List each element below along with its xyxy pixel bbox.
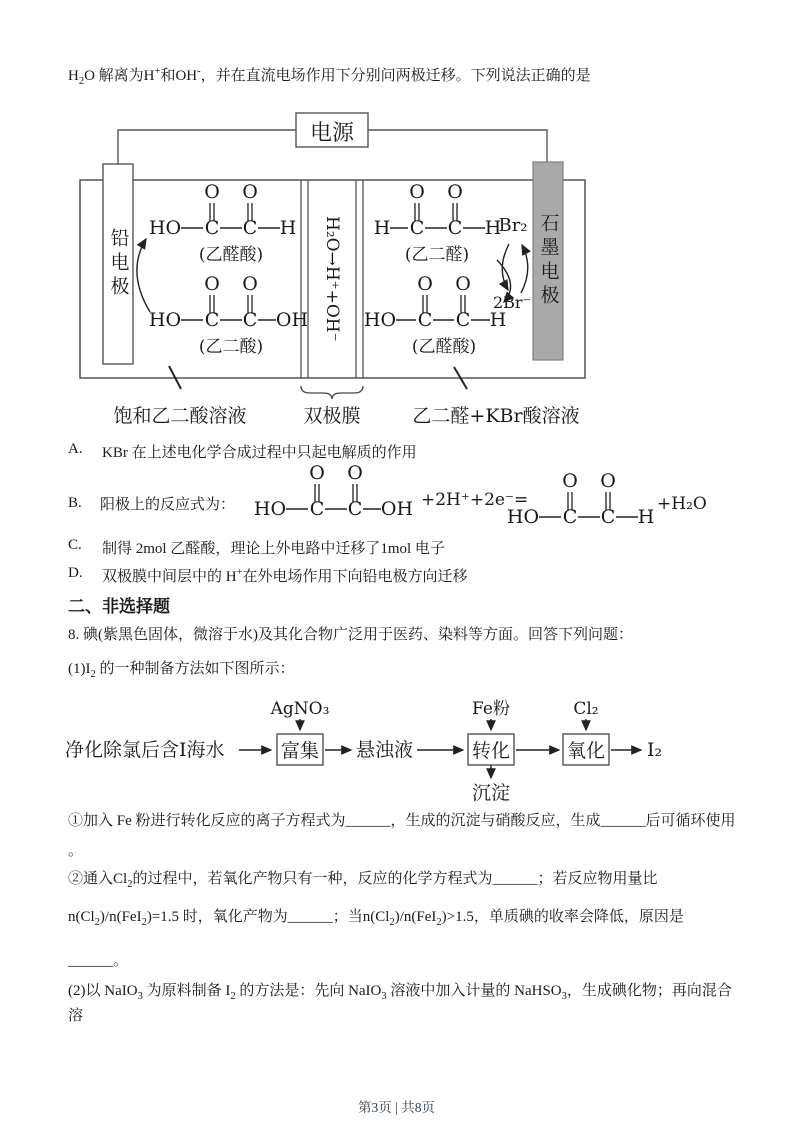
oxygen-label: O: [242, 181, 258, 203]
atom-label: H: [373, 217, 391, 239]
question-8-stem: 8. 碘(紫黑色固体，微溶于水)及其化合物广泛用于医药、染料等方面。回答下列问题：: [68, 627, 633, 643]
oxygen-label: O: [417, 273, 433, 295]
atom-label: C: [409, 217, 425, 239]
option-a: [68, 441, 730, 462]
option-d-label: D.: [68, 565, 83, 581]
atom-label: H: [484, 217, 502, 239]
curved-arrow-br-up: [521, 245, 528, 293]
structure-right-top: [374, 181, 502, 265]
atom-label: C: [309, 498, 325, 520]
atom-label: H: [279, 217, 297, 239]
bipolar-membrane-label: 双极膜: [303, 405, 361, 425]
oxygen-label: O: [242, 273, 258, 295]
option-c-label: C.: [68, 537, 82, 553]
option-c-text: 制得 2mol 乙醛酸，理论上外电路中迁移了1mol 电子: [102, 541, 445, 557]
power-supply-label: 电源: [309, 121, 355, 146]
br2-label: Br₂: [498, 215, 528, 236]
question-8-1-sub2-line3: ______。: [68, 953, 129, 969]
oxygen-label: O: [600, 470, 616, 492]
atom-label: C: [242, 309, 258, 331]
cell-diagram-svg: [60, 100, 740, 425]
option-b: [68, 460, 768, 546]
question-8-1-sub1: ①加入 Fe 粉进行转化反应的离子方程式为______，生成的沉淀与硝酸反应，生成______后可循环使用: [68, 813, 736, 829]
right-solution-label: 乙二醛+KBr酸溶液: [412, 405, 580, 425]
option-b-label: B.: [68, 494, 82, 511]
atom-label: C: [347, 498, 363, 520]
structure-name: (乙醛酸): [198, 245, 264, 265]
page-footer: 第3页 | 共8页: [358, 1100, 435, 1115]
atom-label: OH: [380, 498, 414, 520]
structure-left-top: [149, 181, 296, 265]
graphite-electrode-label: 石墨电极: [537, 213, 559, 309]
atom-label: C: [204, 217, 220, 239]
br-minus-label: 2Br⁻: [492, 293, 532, 312]
flow-box-convert-label: 转化: [471, 740, 511, 762]
left-solution-label: 饱和乙二酸溶液: [113, 405, 247, 425]
atom-label: C: [204, 309, 220, 331]
structure-name: (乙二酸): [198, 337, 264, 357]
question-8-1-sub2-line1: ②通入$Cl_2$的过程中，若氧化产物只有一种，反应的化学方程式为______；若反应物用量比: [68, 871, 658, 890]
option-b-equation: [245, 461, 715, 545]
iodine-flow-diagram: [65, 698, 705, 806]
flow-precipitate-label: 沉淀: [471, 782, 511, 804]
atom-label: H: [489, 309, 507, 331]
oxygen-label: O: [309, 462, 325, 484]
atom-label: HO: [148, 217, 182, 239]
structure-name: (乙醛酸): [411, 337, 477, 357]
option-a-label: A.: [68, 441, 83, 457]
atom-label: HO: [253, 498, 287, 520]
flow-reagent-fe: Fe粉: [472, 699, 510, 719]
question-8-1-sub1-period: 。: [68, 843, 84, 859]
structure-name: (乙二醛): [404, 245, 470, 265]
flow-reagent-agno3: AgNO₃: [270, 699, 330, 719]
atom-label: HO: [363, 309, 397, 331]
atom-label: C: [242, 217, 258, 239]
oxygen-label: O: [347, 462, 363, 484]
section-header: 二、非选择题: [68, 597, 170, 616]
option-a-text: KBr 在上述电化学合成过程中只起电解质的作用: [102, 445, 417, 461]
atom-label: HO: [148, 309, 182, 331]
option-b-text: 阳极上的反应式为：: [100, 496, 236, 513]
flow-product-label: I₂: [647, 739, 663, 761]
question-8-part1: $(1)I_2$ 的一种制备方法如下图所示：: [68, 661, 295, 680]
structure-right-bottom: [364, 273, 506, 357]
oxygen-label: O: [204, 181, 220, 203]
atom-label: C: [447, 217, 463, 239]
atom-label: H: [637, 506, 655, 528]
b-eq-left-structure: [254, 462, 413, 520]
oxygen-label: O: [409, 181, 425, 203]
b-eq-tail-text: +H₂O: [657, 494, 707, 514]
question-8-part2: (2)以 NaIO$_3$ 为原料制备 $I_2$ 的方法是：先向 NaIO$_3$ 溶液中加入计量的 NaHSO$_3$，生成碘化物；再向混合溶: [68, 983, 732, 1025]
atom-label: OH: [275, 309, 309, 331]
b-eq-mid-text: +2H⁺+2e⁻=: [421, 490, 529, 510]
b-eq-right-structure: [507, 470, 654, 528]
curved-arrow-oxidation-left: [137, 239, 150, 312]
atom-label: C: [562, 506, 578, 528]
option-d: [68, 565, 730, 586]
membrane-underbrace: [301, 386, 363, 399]
flow-box-oxidize-label: 氧化: [566, 740, 606, 762]
intro-line: $H_2O$ 解离为H+和OH-，并在直流电场作用下分别问两极迁移。下列说法正确的是: [68, 66, 591, 87]
atom-label: C: [455, 309, 471, 331]
atom-label: HO: [506, 506, 540, 528]
oxygen-label: O: [447, 181, 463, 203]
lead-electrode-label: 铅电极: [107, 228, 129, 300]
right-wire: [368, 130, 547, 162]
membrane-reaction-text: H₂O→H⁺+OH⁻: [322, 216, 342, 342]
cell-diagram: [60, 100, 740, 425]
oxygen-label: O: [204, 273, 220, 295]
atom-label: C: [417, 309, 433, 331]
flow-box-enrich-label: 富集: [280, 740, 320, 762]
flow-reagent-cl2: Cl₂: [573, 699, 599, 719]
flow-suspension-label: 悬浊液: [356, 739, 414, 761]
option-d-text: 双极膜中间层中的 H+在外电场作用下向铅电极方向迁移: [102, 567, 468, 585]
oxygen-label: O: [455, 273, 471, 295]
option-c: [68, 537, 730, 558]
flow-start-label: 净化除氯后含I海水: [65, 739, 225, 761]
oxygen-label: O: [562, 470, 578, 492]
left-wire: [118, 130, 296, 164]
question-8-1-sub2-line2: $n(Cl_2)/n(FeI_2)=1.5$ 时，氧化产物为______；当$n(Cl_2)/n(FeI_2)>1.5$，单质碘的收率会降低，原因是: [68, 909, 684, 928]
atom-label: C: [600, 506, 616, 528]
structure-left-bottom: [149, 273, 308, 357]
